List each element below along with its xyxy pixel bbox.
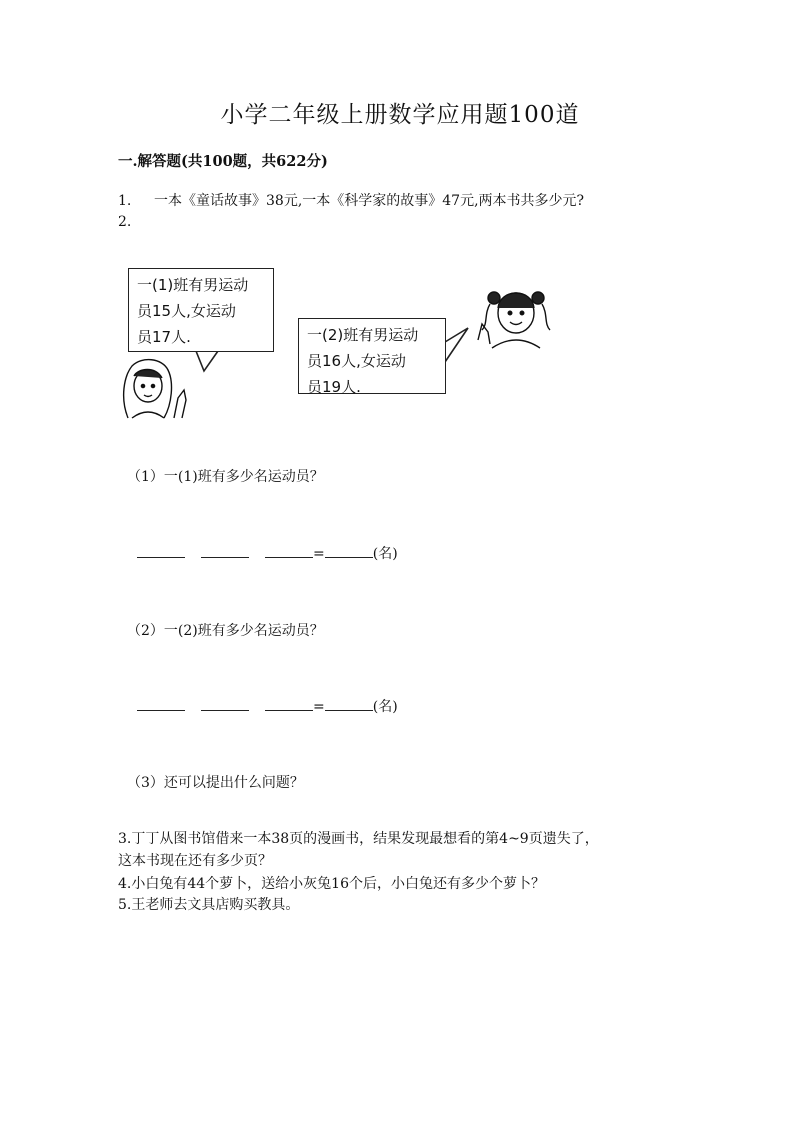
bubble-line: 员16人,女运动	[307, 352, 406, 370]
answer-blank[interactable]	[325, 696, 373, 711]
question-4: 4.小白兔有44个萝卜，送给小灰兔16个后，小白兔还有多少个萝卜？	[118, 876, 545, 892]
answer-blanks-2	[137, 696, 398, 716]
question-3-line-1: 3.丁丁从图书馆借来一本38页的漫画书，结果发现最想看的第4~9页遗失了，	[118, 831, 599, 847]
answer-blank[interactable]	[265, 696, 313, 711]
answer-blank[interactable]	[325, 543, 373, 558]
question-3-line-2: 这本书现在还有多少页？	[118, 853, 272, 869]
answer-blank[interactable]	[137, 543, 185, 558]
equals-sign: =	[313, 699, 325, 715]
speech-bubble-class-1	[128, 268, 274, 352]
bubble-line: 员19人.	[307, 378, 361, 396]
illustration	[118, 258, 558, 428]
bubble-line: 员15人,女运动	[137, 302, 236, 320]
sub-question-3: （3）还可以提出什么问题？	[127, 775, 304, 791]
page-title: 小学二年级上册数学应用题100道	[220, 102, 580, 128]
question-number: 1.	[118, 193, 132, 209]
section-header: 一.解答题(共100题，共622分)	[118, 153, 328, 170]
question-5: 5.王老师去文具店购买教具。	[118, 897, 300, 913]
answer-blank[interactable]	[137, 696, 185, 711]
girl-left-illustration	[124, 360, 186, 418]
unit-label: (名)	[372, 546, 398, 562]
question-text: 一本《童话故事》38元,一本《科学家的故事》47元,两本书共多少元?	[154, 193, 585, 209]
bubble-line: 员17人.	[137, 328, 191, 346]
sub-question-1: （1）一(1)班有多少名运动员？	[127, 469, 324, 485]
answer-blank[interactable]	[201, 696, 249, 711]
question-2	[118, 214, 131, 230]
answer-blanks-1	[137, 543, 398, 563]
speech-bubble-class-2	[298, 318, 446, 394]
bubble-line: 一(1)班有男运动	[137, 276, 249, 294]
girl-right-illustration	[478, 292, 550, 348]
unit-label: (名)	[372, 699, 398, 715]
answer-blank[interactable]	[201, 543, 249, 558]
question-1	[118, 190, 584, 210]
answer-blank[interactable]	[265, 543, 313, 558]
sub-question-2: （2）一(2)班有多少名运动员？	[127, 623, 324, 639]
question-number: 2.	[118, 214, 132, 230]
bubble-line: 一(2)班有男运动	[307, 326, 419, 344]
equals-sign: =	[313, 546, 325, 562]
